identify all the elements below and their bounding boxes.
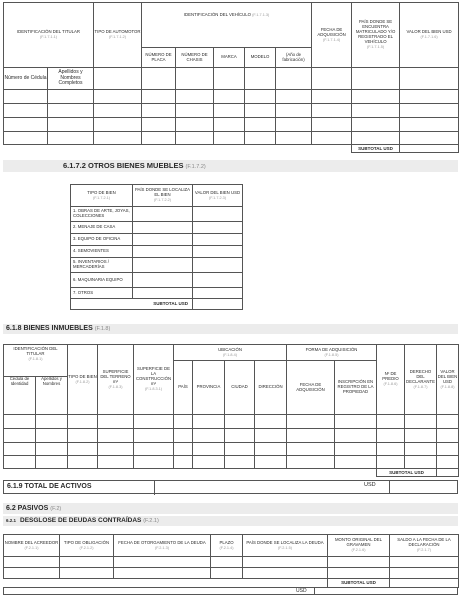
marca-header: MARCA bbox=[214, 48, 245, 68]
list-item: 1. OBRAS DE ARTE, JOYAS, COLECCIONES bbox=[71, 207, 133, 222]
vehicles-table bbox=[3, 2, 459, 153]
list-item: 7. OTROS bbox=[71, 288, 133, 299]
total-activos-bar bbox=[3, 480, 458, 494]
total-activos-usd-label: USD bbox=[364, 482, 376, 488]
fecha-adquisicion-header: FECHA DE ADQUISICIÓN bbox=[287, 361, 335, 415]
list-item: 5. INVENTARIOS / MERCADERÍAS bbox=[71, 258, 133, 273]
inmuebles-subtotal-value[interactable] bbox=[437, 469, 459, 477]
forma-adquisicion-header: FORMA DE ADQUISICIÓN (F.1.8.5) bbox=[287, 345, 377, 361]
saldo-header: SALDO A LA FECHA DE LA DECLARACIÓN (F.2.1.7) bbox=[390, 535, 459, 557]
vehicles-subtotal-label: SUBTOTAL USD bbox=[352, 145, 400, 153]
direccion-header: DIRECCIÓN bbox=[255, 361, 287, 415]
inmuebles-subtotal-label: SUBTOTAL USD bbox=[377, 469, 437, 477]
pasivos-heading: 6.2 PASIVOS (F.2) bbox=[3, 503, 458, 514]
fecha-adquisicion-header: FECHA DE ADQUISICIÓN (F.1.7.1.4) bbox=[312, 3, 352, 68]
pasivos-usd-label: USD bbox=[296, 588, 307, 594]
ubicacion-header: UBICACIÓN (F.1.8.4) bbox=[174, 345, 287, 361]
numero-chasis-header: NÚMERO DE CHASIS bbox=[176, 48, 214, 68]
plazo-header: PLAZO (F.2.1.4) bbox=[211, 535, 243, 557]
inmuebles-tipo-header: TIPO DE BIEN (F.1.8.2) bbox=[68, 345, 98, 415]
inmuebles-titular-header: IDENTIFICACIÓN DEL TITULAR (F.1.8.1) bbox=[4, 345, 68, 377]
provincia-header: PROVINCIA bbox=[193, 361, 225, 415]
list-item: 2. MENAJE DE CASA bbox=[71, 222, 133, 234]
superficie-construccion-header: SUPERFICIE DE LA CONSTRUCCIÓN m² (F.1.8.3.1) bbox=[134, 345, 174, 415]
anio-fabricacion-header: (Año de fabricación) bbox=[276, 48, 312, 68]
tipo-automotor-header: TIPO DE AUTOMOTOR (F.1.7.1.2) bbox=[94, 3, 142, 68]
deudas-heading: 6.2.1 DESGLOSE DE DEUDAS CONTRAÍDAS (F.2.1) bbox=[3, 516, 458, 526]
valor-bien-header: VALOR DEL BIEN USD (F.1.7.1.6) bbox=[400, 3, 459, 68]
deudas-subtotal-label: SUBTOTAL USD bbox=[328, 579, 390, 588]
valor-bien-header: VALOR DEL BIEN USD (F.1.7.2.3) bbox=[193, 185, 243, 207]
pais-header: PAÍS bbox=[174, 361, 193, 415]
modelo-header: MODELO bbox=[245, 48, 276, 68]
list-item: 4. SEMOVIENTES bbox=[71, 246, 133, 258]
inmuebles-valor-header: VALOR DEL BIEN USD (F.1.8.8) bbox=[437, 345, 459, 415]
tipo-obligacion-header: TIPO DE OBLIGACIÓN (F.2.1.2) bbox=[60, 535, 114, 557]
bienes-inmuebles-heading: 6.1.8 BIENES INMUEBLES (F.1.8) bbox=[3, 324, 458, 334]
otros-bienes-muebles-heading: 6.1.7.2 OTROS BIENES MUEBLES (F.1.7.2) bbox=[3, 160, 458, 172]
titular-header: IDENTIFICACIÓN DEL TITULAR (F.1.7.1.1) bbox=[4, 3, 94, 68]
acreedor-header: NOMBRE DEL ACREEDOR (F.2.1.1) bbox=[4, 535, 60, 557]
pasivos-total-value[interactable] bbox=[314, 588, 458, 595]
fecha-otorgamiento-header: FECHA DE OTORGAMIENTO DE LA DEUDA (F.2.1.3) bbox=[114, 535, 211, 557]
muebles-subtotal-label: SUBTOTAL USD bbox=[71, 299, 193, 310]
ciudad-header: CIUDAD bbox=[225, 361, 255, 415]
otros-bienes-table bbox=[70, 184, 243, 310]
bienes-inmuebles-table bbox=[3, 344, 459, 477]
list-item: 6. MAQUINARIA EQUIPO bbox=[71, 273, 133, 288]
inscripcion-registro-header: INSCRIPCIÓN EN REGISTRO DE LA PROPIEDAD bbox=[335, 361, 377, 415]
total-activos-value[interactable] bbox=[389, 481, 458, 494]
pais-matriculado-header: PAÍS DONDE SE ENCUENTRA MATRICULADO Y/O REGISTRADO EL VEHÍCULO (F.1.7.1.5) bbox=[352, 3, 400, 68]
numero-predio-header: Nº DE PREDIO (F.1.8.6) bbox=[377, 345, 405, 415]
nombres-header: Apellidos y Nombres Completos bbox=[48, 68, 94, 90]
superficie-terreno-header: SUPERFICIE DEL TERRENO m² (F.1.8.3) bbox=[98, 345, 134, 415]
ident-vehiculo-header: IDENTIFICACIÓN DEL VEHÍCULO (F.1.7.1.3) bbox=[142, 3, 312, 48]
total-activos-title: 6.1.9 TOTAL DE ACTIVOS bbox=[7, 483, 92, 490]
nombres-header: Apellidos y Nombres bbox=[36, 377, 68, 415]
muebles-subtotal-value[interactable] bbox=[193, 299, 243, 310]
cedula-header: Cédula de Identidad bbox=[4, 377, 36, 415]
tipo-bien-header: TIPO DE BIEN (F.1.7.2.1) bbox=[71, 185, 133, 207]
cedula-header: Número de Cédula bbox=[4, 68, 48, 90]
pais-deuda-header: PAÍS DONDE SE LOCALIZA LA DEUDA (F.2.1.5) bbox=[243, 535, 328, 557]
list-item: 3. EQUIPO DE OFICINA bbox=[71, 234, 133, 246]
numero-placa-header: NÚMERO DE PLACA bbox=[142, 48, 176, 68]
pasivos-total-bar bbox=[3, 587, 458, 595]
vehicles-subtotal-value[interactable] bbox=[400, 145, 459, 153]
derecho-declarante-header: DERECHO DEL DECLARANTE (F.1.8.7) bbox=[405, 345, 437, 415]
deudas-table bbox=[3, 534, 459, 588]
pais-localiza-header: PAÍS DONDE SE LOCALIZA EL BIEN (F.1.7.2.2) bbox=[133, 185, 193, 207]
monto-original-header: MONTO ORIGINAL DEL GRAVAMEN (F.2.1.6) bbox=[328, 535, 390, 557]
